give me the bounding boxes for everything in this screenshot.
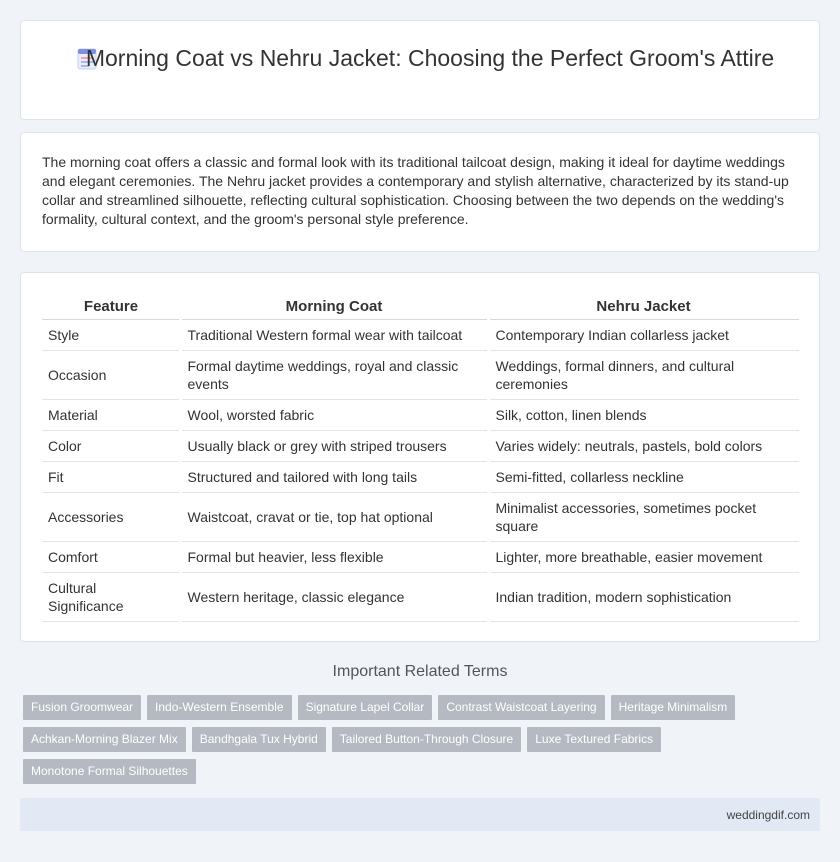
- feature-cell: Material: [42, 399, 180, 430]
- nehru-jacket-cell: Weddings, formal dinners, and cultural ceremonies: [488, 350, 799, 399]
- header-morning-coat: Morning Coat: [180, 295, 488, 319]
- table-row: [42, 541, 799, 572]
- nehru-jacket-cell: Minimalist accessories, sometimes pocket square: [488, 492, 799, 541]
- table-row: [42, 572, 799, 621]
- table-row: [42, 461, 799, 492]
- related-term-tag[interactable]: Monotone Formal Silhouettes: [23, 759, 196, 784]
- comparison-table: [42, 295, 799, 622]
- table-row: [42, 430, 799, 461]
- table-header-row: [42, 295, 799, 319]
- nehru-jacket-cell: Semi-fitted, collarless neckline: [488, 461, 799, 492]
- footer-site-link[interactable]: weddingdif.com: [726, 808, 810, 822]
- morning-coat-cell: Western heritage, classic elegance: [180, 572, 488, 621]
- related-term-tag[interactable]: Indo-Western Ensemble: [147, 695, 292, 720]
- page-title: Morning Coat vs Nehru Jacket: Choosing the Perfect Groom's Attire: [85, 45, 775, 71]
- nehru-jacket-cell: Varies widely: neutrals, pastels, bold colors: [488, 430, 799, 461]
- feature-cell: Cultural Significance: [42, 572, 180, 621]
- feature-cell: Fit: [42, 461, 180, 492]
- comparison-card: [20, 272, 820, 642]
- related-term-tag[interactable]: Tailored Button-Through Closure: [332, 727, 521, 752]
- related-term-tag[interactable]: Fusion Groomwear: [23, 695, 141, 720]
- header-feature: Feature: [42, 295, 180, 319]
- feature-cell: Occasion: [42, 350, 180, 399]
- morning-coat-cell: Waistcoat, cravat or tie, top hat optional: [180, 492, 488, 541]
- table-row: [42, 492, 799, 541]
- related-term-tag[interactable]: Achkan-Morning Blazer Mix: [23, 727, 186, 752]
- title-card: [20, 20, 820, 120]
- morning-coat-cell: Formal but heavier, less flexible: [180, 541, 488, 572]
- footer: [20, 798, 820, 831]
- header-nehru-jacket: Nehru Jacket: [488, 295, 799, 319]
- nehru-jacket-cell: Contemporary Indian collarless jacket: [488, 319, 799, 350]
- feature-cell: Comfort: [42, 541, 180, 572]
- related-term-tag[interactable]: Contrast Waistcoat Layering: [438, 695, 604, 720]
- morning-coat-cell: Traditional Western formal wear with tailcoat: [180, 319, 488, 350]
- related-term-tag[interactable]: Heritage Minimalism: [611, 695, 736, 720]
- nehru-jacket-cell: Lighter, more breathable, easier movement: [488, 541, 799, 572]
- related-term-tag[interactable]: Signature Lapel Collar: [298, 695, 433, 720]
- feature-cell: Style: [42, 319, 180, 350]
- nehru-jacket-cell: Silk, cotton, linen blends: [488, 399, 799, 430]
- related-term-tag[interactable]: Bandhgala Tux Hybrid: [192, 727, 326, 752]
- related-terms-title: Important Related Terms: [332, 663, 508, 680]
- table-row: [42, 319, 799, 350]
- intro-card: [20, 132, 820, 252]
- related-term-tag[interactable]: Luxe Textured Fabrics: [527, 727, 661, 752]
- feature-cell: Accessories: [42, 492, 180, 541]
- feature-cell: Color: [42, 430, 180, 461]
- table-row: [42, 399, 799, 430]
- morning-coat-cell: Structured and tailored with long tails: [180, 461, 488, 492]
- morning-coat-cell: Wool, worsted fabric: [180, 399, 488, 430]
- related-terms-list: [23, 695, 823, 791]
- morning-coat-cell: Formal daytime weddings, royal and classic events: [180, 350, 488, 399]
- table-row: [42, 350, 799, 399]
- intro-paragraph: The morning coat offers a classic and formal look with its traditional tailcoat design, making it ideal for daytime weddings and elegant ceremonies. The Nehru jacket provides a contemporary and stylish alternative, characterized by its stand-up collar and streamlined silhouette, reflecting cultural sophistication. Choosing between the two depends on the wedding's formality, cultural context, and the groom's personal style preference.: [42, 154, 789, 227]
- morning-coat-cell: Usually black or grey with striped trousers: [180, 430, 488, 461]
- nehru-jacket-cell: Indian tradition, modern sophistication: [488, 572, 799, 621]
